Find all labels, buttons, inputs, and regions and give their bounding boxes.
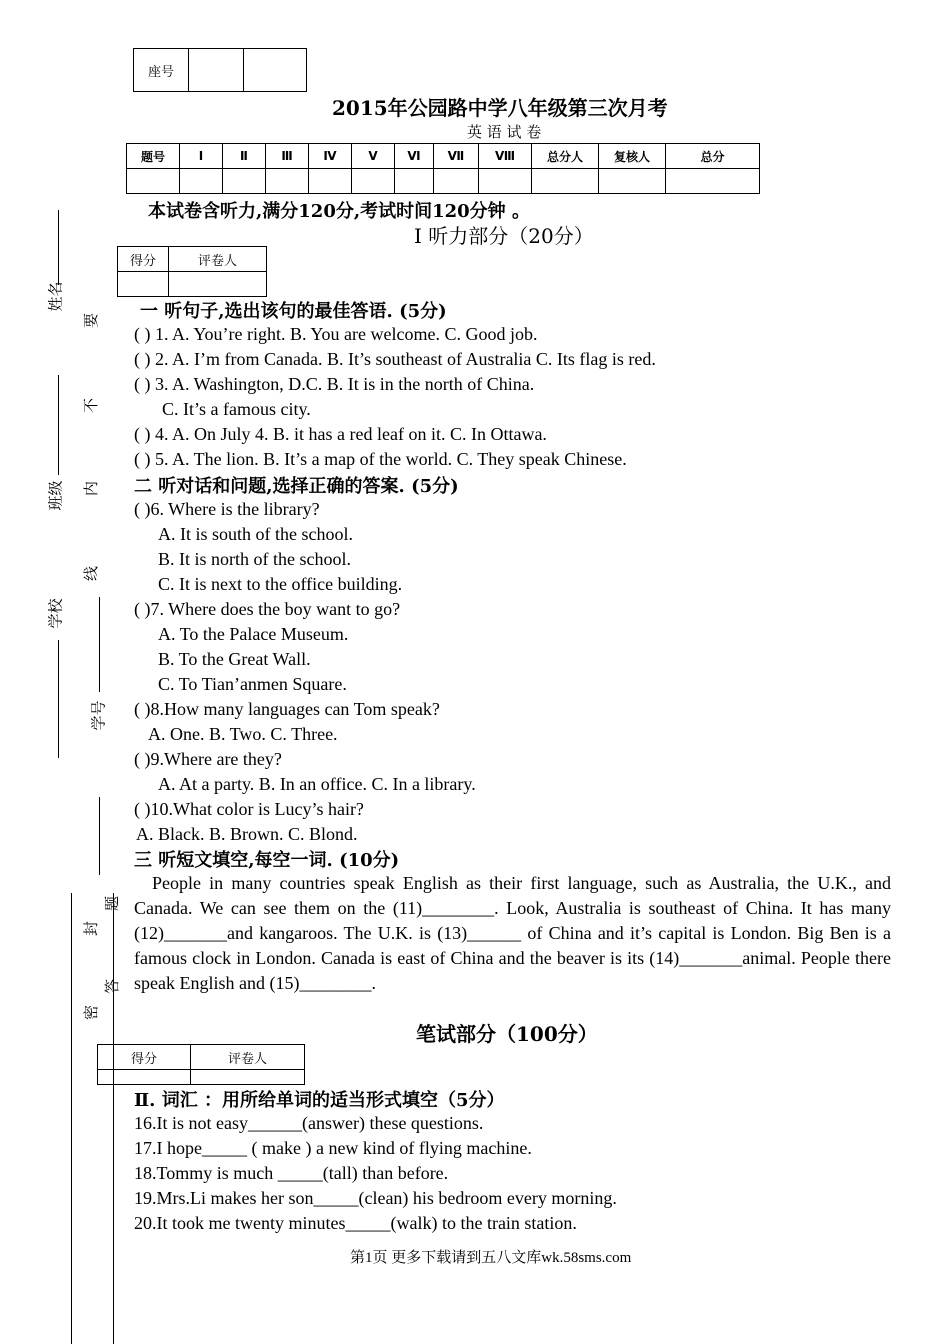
margin-line xyxy=(58,210,59,285)
side-label-nei: 内 xyxy=(82,480,101,497)
grader-score-label: 得分 xyxy=(98,1045,191,1070)
score-header: 复核人 xyxy=(599,144,666,169)
question-line: 20.It took me twenty minutes_____(walk) to the train station. xyxy=(134,1213,577,1233)
side-label-bu: 不 xyxy=(82,397,101,414)
seal-line-outer xyxy=(71,893,72,1344)
question-line: ( ) 2. A. I’m from Canada. B. It’s southeast of Australia C. Its flag is red. xyxy=(134,349,656,369)
score-header: Ⅳ xyxy=(309,144,352,169)
score-blank-row xyxy=(127,169,760,194)
grader-name-cell[interactable] xyxy=(169,272,267,297)
part3-heading: 三 听短文填空,每空一词. (10分) xyxy=(134,850,400,871)
score-cell[interactable] xyxy=(352,169,395,194)
question-line: ( )6. Where is the library? xyxy=(134,499,320,519)
part4-heading: Ⅱ. 词汇 ：用所给单词的适当形式填空（5分） xyxy=(134,1090,505,1111)
grader-score-cell[interactable] xyxy=(98,1070,191,1085)
grader-name-label: 评卷人 xyxy=(191,1045,305,1070)
page-footer: 第1页 更多下载请到五八文库wk.58sms.com xyxy=(350,1250,632,1266)
seat-number-table xyxy=(133,48,307,92)
score-header: Ⅶ xyxy=(434,144,479,169)
score-cell[interactable] xyxy=(395,169,434,194)
question-line: 19.Mrs.Li makes her son_____(clean) his bedroom every morning. xyxy=(134,1188,617,1208)
question-line: 18.Tommy is much _____(tall) than before. xyxy=(134,1163,449,1183)
option-line: A. Black. B. Brown. C. Blond. xyxy=(136,824,358,844)
question-line: ( ) 3. A. Washington, D.C. B. It is in the north of China. xyxy=(134,374,535,394)
question-line: ( )7. Where does the boy want to go? xyxy=(134,599,401,619)
side-label-ti: 题 xyxy=(103,895,122,912)
question-line: ( ) 1. A. You’re right. B. You are welcome. C. Good job. xyxy=(134,324,538,344)
score-cell[interactable] xyxy=(532,169,599,194)
question-line: ( )9.Where are they? xyxy=(134,749,282,769)
side-label-number: 学号 xyxy=(89,700,108,731)
margin-line xyxy=(99,797,100,875)
score-cell[interactable] xyxy=(434,169,479,194)
score-header: Ⅵ xyxy=(395,144,434,169)
side-label-mi: 密 xyxy=(82,1004,101,1021)
option-line: A. It is south of the school. xyxy=(158,524,353,544)
score-table xyxy=(126,143,760,194)
seat-label: 座号 xyxy=(134,49,189,92)
option-line: A. One. B. Two. C. Three. xyxy=(148,724,338,744)
score-header: Ⅲ xyxy=(266,144,309,169)
option-line: A. At a party. B. In an office. C. In a library. xyxy=(158,774,476,794)
score-header-row xyxy=(127,144,760,169)
part2-heading: 二 听对话和问题,选择正确的答案. (5分) xyxy=(134,476,459,497)
grader-score-cell[interactable] xyxy=(118,272,169,297)
score-cell[interactable] xyxy=(479,169,532,194)
option-line: A. To the Palace Museum. xyxy=(158,624,349,644)
exam-subtitle: 英 语 试 卷 xyxy=(467,123,542,141)
score-header: 总分 xyxy=(666,144,760,169)
score-cell[interactable] xyxy=(599,169,666,194)
grader-box-written xyxy=(97,1044,305,1085)
score-header: Ⅴ xyxy=(352,144,395,169)
part1-heading: 一 听句子,选出该句的最佳答语. (5分) xyxy=(140,301,447,322)
cloze-passage: People in many countries speak English as their first language, such as Australia, the U.K., and Canada. We can see them on the (11)________. Look, Australia is southeast of China. It has many (12)_______and kangaroos. The U.K. is (13)______ of China and it’s capital is London. Big Ben is a famous clock in London. Canada is east of China and the beaver is its (14)_______animal. People there speak English and (15)________. xyxy=(134,873,891,993)
grader-score-label: 得分 xyxy=(118,247,169,272)
question-line: ( )10.What color is Lucy’s hair? xyxy=(134,799,364,819)
seal-line-inner xyxy=(113,893,114,1344)
side-label-da: 答 xyxy=(103,978,122,995)
score-header: Ⅱ xyxy=(223,144,266,169)
question-line: C. It’s a famous city. xyxy=(162,399,311,419)
score-header: 题号 xyxy=(127,144,180,169)
score-cell[interactable] xyxy=(266,169,309,194)
margin-line xyxy=(99,597,100,692)
side-label-xian: 线 xyxy=(82,565,101,582)
side-label-yao: 要 xyxy=(82,312,101,329)
margin-line xyxy=(58,640,59,758)
score-cell[interactable] xyxy=(309,169,352,194)
score-cell[interactable] xyxy=(127,169,180,194)
grader-name-cell[interactable] xyxy=(191,1070,305,1085)
grader-box-listening xyxy=(117,246,267,297)
side-label-name: 姓名 xyxy=(46,281,65,312)
seat-blank-1[interactable] xyxy=(189,49,244,92)
score-cell[interactable] xyxy=(223,169,266,194)
option-line: C. To Tian’anmen Square. xyxy=(158,674,347,694)
exam-title: 2015年公园路中学八年级第三次月考 xyxy=(332,96,668,120)
option-line: C. It is next to the office building. xyxy=(158,574,403,594)
question-line: ( )8.How many languages can Tom speak? xyxy=(134,699,440,719)
side-label-school: 学校 xyxy=(46,598,65,629)
side-label-feng: 封 xyxy=(82,920,101,937)
question-line: 17.I hope_____ ( make ) a new kind of flying machine. xyxy=(134,1138,532,1158)
score-header: 总分人 xyxy=(532,144,599,169)
question-line: ( ) 4. A. On July 4. B. it has a red leaf on it. C. In Ottawa. xyxy=(134,424,547,444)
side-label-class: 班级 xyxy=(46,480,65,511)
score-header: Ⅰ xyxy=(180,144,223,169)
option-line: B. To the Great Wall. xyxy=(158,649,311,669)
listening-section-title: Ⅰ 听力部分（20分） xyxy=(414,224,594,248)
score-header: Ⅷ xyxy=(479,144,532,169)
grader-name-label: 评卷人 xyxy=(169,247,267,272)
score-cell[interactable] xyxy=(180,169,223,194)
score-cell[interactable] xyxy=(666,169,760,194)
question-line: 16.It is not easy______(answer) these questions. xyxy=(134,1113,484,1133)
seat-blank-2[interactable] xyxy=(244,49,307,92)
exam-intro: 本试卷含听力,满分120分,考试时间120分钟 。 xyxy=(148,201,530,222)
margin-line xyxy=(58,375,59,475)
question-line: ( ) 5. A. The lion. B. It’s a map of the world. C. They speak Chinese. xyxy=(134,449,627,469)
written-section-title: 笔试部分（100分） xyxy=(416,1022,598,1046)
option-line: B. It is north of the school. xyxy=(158,549,351,569)
